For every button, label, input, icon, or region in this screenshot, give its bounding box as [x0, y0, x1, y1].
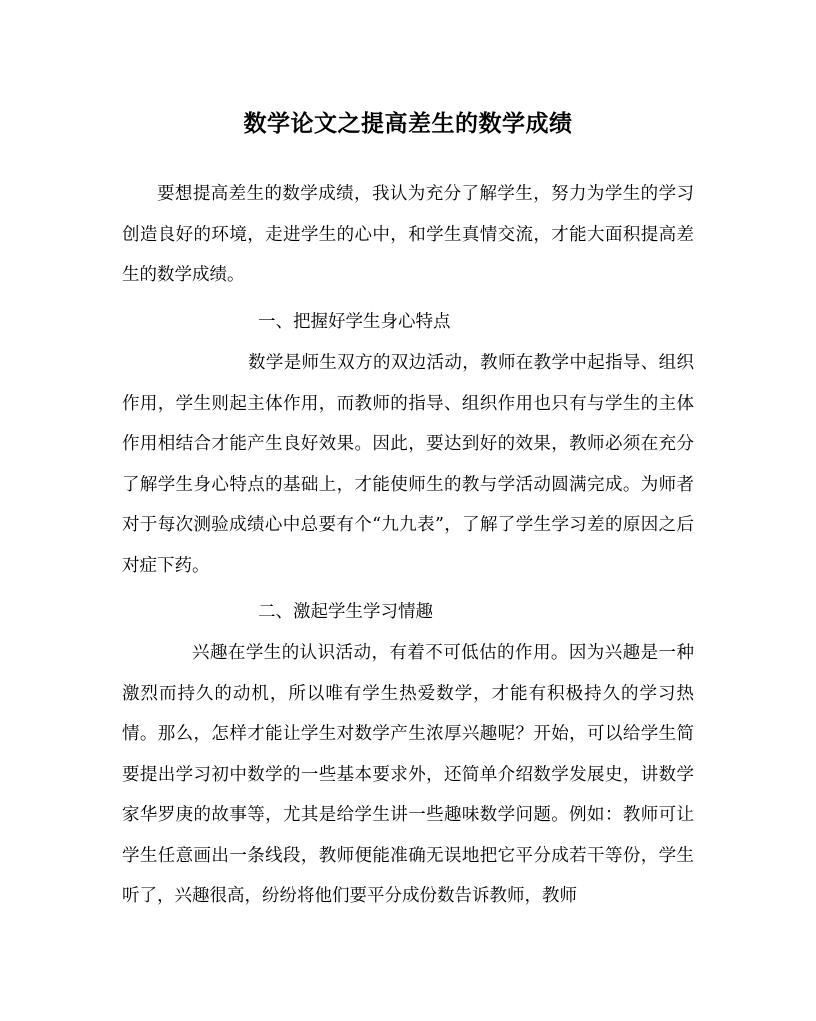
section-heading-2: 二、激起学生学习情趣 [258, 602, 433, 622]
document-title: 数学论文之提高差生的数学成绩 [243, 110, 573, 137]
section-heading-1: 一、把握好学生身心特点 [258, 312, 451, 332]
section-paragraph-2: 兴趣在学生的认识活动，有着不可低估的作用。因为兴趣是一种激烈而持久的动机，所以唯有学生热爱数学，才能有积极持久的学习热情。那么，怎样才能让学生对数学产生浓厚兴趣呢？开始，可以给学生简要提出学习初中数学的一些基本要求外，还简单介绍数学发展史，讲数学家华罗庚的故事等，尤其是给学生讲一些趣味数学问题。例如：教师可让学生任意画出一条线段，教师便能准确无误地把它平分成若干等份，学生听了，兴趣很高，纷纷将他们要平分成份数告诉教师，教师 [122, 643, 694, 906]
intro-paragraph: 要想提高差生的数学成绩，我认为充分了解学生，努力为学生的学习创造良好的环境，走进学生的心中，和学生真情交流，才能大面积提高差生的数学成绩。 [122, 184, 694, 285]
section-paragraph-1: 数学是师生双方的双边活动，教师在教学中起指导、组织作用，学生则起主体作用，而教师的指导、组织作用也只有与学生的主体作用相结合才能产生良好效果。因此，要达到好的效果，教师必须在充分了解学生身心特点的基础上，才能使师生的教与学活动圆满完成。为师者对于每次测验成绩心中总要有个“九九表”，了解了学生学习差的原因之后对症下药。 [122, 353, 694, 576]
